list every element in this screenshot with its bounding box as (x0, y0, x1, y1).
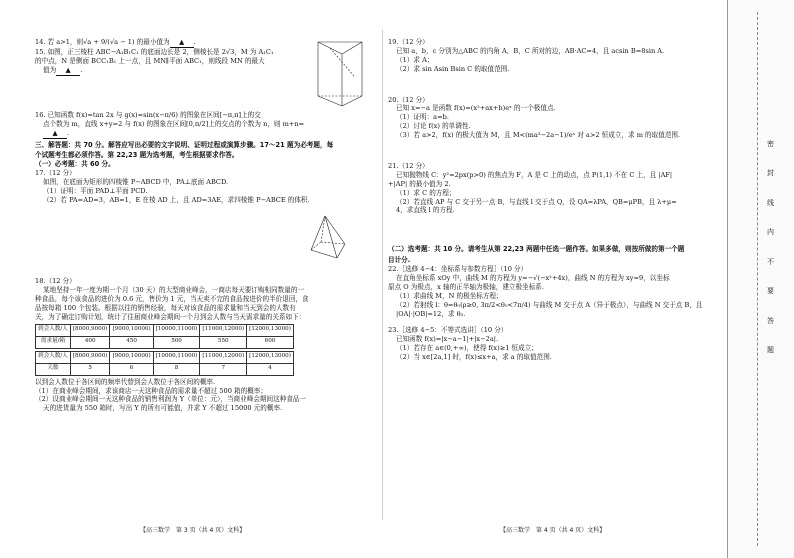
q18-line2: 种食品，每个该食品的进价为 0.6 元，售价为 1 元，当天卖不完的食品按进价的半价退回，食 (35, 295, 309, 304)
q15-line2: 的中点，N 是侧面 BCC₁B₁ 上一点，且 MN∥平面 ABC₁，则线段 MN 的最大 (35, 56, 265, 65)
q19-part1: （1）求 A； (396, 55, 434, 64)
q15-line3: 值为 ▲ . (43, 65, 83, 74)
q18-part2: （2）设商业峰会期间一天这种食品的销售利润为 Y（单位：元），当商业峰会期间这种食品一 (35, 395, 307, 404)
days-table: 到会人数/人 [8000,9000) [9000,10000) [10000,11000) [11000,12000) [12000,13000) 天数 5 6 8 7 4 (35, 351, 294, 376)
demand-table: 到会人数/人 [8000,9000) [9000,10000) [10000,11000) [11000,12000) [12000,13000) 需求量/箱 400 450 500 550 600 (35, 324, 294, 349)
q21-line2: +|AP| 的最小值为 2. (388, 179, 451, 188)
q20-part2: （2）讨论 f(x) 的单调性. (396, 122, 471, 131)
q21-part2-cont: 4，求直线 l 的方程. (396, 206, 455, 215)
q23-title: 23.［选修 4−5：不等式选讲］（10 分） (388, 326, 508, 335)
q21-title: 21.（12 分） (388, 162, 429, 171)
q17-title: 17.（12 分） (35, 169, 76, 178)
q16-answer: ▲ . (35, 129, 377, 139)
q20-title: 20.（12 分） (388, 95, 429, 104)
optional-heading: （二）选考题：共 10 分。请考生从第 22,23 两题中任选一题作答。如果多做，则按所做的第一个题 (388, 245, 685, 254)
q19-line1: 已知 a，b，c 分别为△ABC 的内角 A，B，C 所对的边，AB·AC=4，且 acsin B=8sin A. (396, 46, 665, 55)
prism-figure (312, 34, 370, 108)
page-3 (35, 38, 377, 413)
q17-block (35, 169, 377, 277)
q23-part2: （2）当 x∈[2a,1] 时，f(x)≤x+a，求 a 的取值范围. (396, 353, 552, 362)
q22-part2: （2）若射线 l：θ=θ₀(ρ≥0, 3π/2<θ₀<7π/4) 与曲线 M 交于点 A（异于极点），与曲线 N 交于点 B，且 (396, 300, 703, 309)
q18-part2-cont: 天的进货量为 550 箱时，写出 Y 的所有可能值，并求 Y 不超过 15000 元的概率. (43, 404, 283, 413)
page-divider (382, 30, 383, 520)
q21-part2: （2）若直线 AP 与 C 交于另一点 B，与直线 l 交于点 Q，设 QA=λPA，QB=μPB，且 λ+μ= (396, 197, 677, 206)
q22-line1: 在直角坐标系 xOy 中，曲线 M 的方程为 y=−√(−x²+4x)，曲线 N 的方程为 xy=9，以坐标 (396, 274, 670, 283)
optional-heading-cont: 目计分. (388, 256, 411, 265)
q18-part1: （1）在商业峰会期间，求该商店一天这种食品的需求量不超过 500 箱的概率； (35, 386, 267, 395)
q16-line2: 点个数为 m，直线 x+y=2 与 f(x) 的图象在区间[0,π/2]上的交点的个数为 n，则 m+n= (43, 119, 305, 128)
page-4 (388, 38, 725, 362)
binding-margin (727, 0, 794, 558)
q17-line2: （1）证明：平面 PAD⊥平面 PCD. (43, 187, 148, 196)
spacer (388, 140, 725, 162)
seal-line (757, 12, 758, 546)
spacer (388, 74, 725, 96)
section3-heading-cont: 个试题考生都必须作答。第 22,23 题为选考题，考生根据要求作答。 (35, 151, 239, 160)
q23-part1: （1）若存在 a∈(0,+∞)，使得 f(x)≥1 恒成立； (396, 344, 538, 353)
pyramid-figure (307, 214, 347, 262)
q14: 14. 若 a>1，则√a + 9/(√a − 1) 的最小值为 ▲ . (35, 38, 196, 46)
section3-heading: 三、解答题：共 70 分。解答应写出必要的文字说明、证明过程或演算步骤。17～21 题为必考题，每 (35, 140, 334, 149)
q21-part1: （1）求 C 的方程； (396, 188, 456, 197)
q17-line1: 如图，在底面为矩形的四棱锥 P−ABCD 中，PA⊥底面 ABCD. (43, 178, 229, 187)
footer-page4: 【高三数学 第 4 页（共 4 页）文科】 (500, 527, 606, 534)
q23-line1: 已知函数 f(x)=|x−a−1|+|x−2a|. (396, 335, 499, 344)
q18-line3: 品按每箱 100 个包装。根据以往的销售经验，每天对该食品的需求量和当天到会的人数有 (35, 303, 296, 312)
q19-title: 19.（12 分） (388, 38, 429, 46)
seal-notice: 密 封 线 内 不 要 答 题 (767, 140, 774, 355)
footer-page3: 【高三数学 第 3 页（共 4 页）文科】 (140, 527, 246, 534)
q18-title: 18.（12 分） (35, 277, 76, 286)
q22-title: 22.［选修 4−4：坐标系与参数方程］（10 分） (388, 265, 528, 274)
q17-line3: （2）若 PA=AD=3，AB=1，E 在棱 AD 上，且 AD=3AE，求四棱锥 P−ABCE 的体积. (43, 195, 310, 204)
q20-part1: （1）证明：a=b. (396, 113, 449, 122)
spacer (388, 215, 725, 243)
required-part: （一）必考题：共 60 分。 (35, 160, 115, 169)
q22-line2: 原点 O 为极点，x 轴的正半轴为极轴，建立极坐标系. (388, 282, 544, 291)
q20-line1: 已知 x=−a 是函数 f(x)=(x²+ax+b)eˣ 的一个极值点. (396, 104, 556, 113)
q16-line1: 16. 已知函数 f(x)=tan 2x 与 g(x)=sin(x−π/6) 的图象在区间[−π,π]上的交 (35, 110, 261, 119)
q22-part1: （1）求曲线 M，N 的极坐标方程； (396, 291, 503, 300)
q18-line1: 某地坚持一年一度为期一个月（30 天）的大型商业峰会，一商店每天要订购相同数量的一 (43, 286, 305, 295)
q21-line1: 已知抛物线 C：y²=2px(p>0) 的焦点为 F，A 是 C 上的动点，点 P(1,1) 不在 C 上，且 |AF| (396, 170, 673, 179)
q15-block (35, 48, 377, 111)
q19-part2: （2）求 sin Asin Bsin C 的取值范围. (396, 64, 510, 73)
q22-part2-cont: |OA|·|OB|=12，求 θ₀. (396, 309, 466, 318)
q15-line1: 15. 如图，正三棱柱 ABC−A₁B₁C₁ 的底面边长是 2，侧棱长是 2√3，M 为 A₁C₁ (35, 47, 274, 56)
q18-line4: 关，为了确定订购计划，统计了往届商业峰会期间一个月到会人数与当天需求量的关系如下： (35, 312, 306, 321)
q18-line5: 以到会人数位于各区间的频率代替到会人数位于各区间的概率. (35, 377, 216, 386)
q20-part3: （3）若 a>2，f(x) 的极大值为 M，且 M<(ma³−2a−1)/eᵃ 对 a>2 恒成立，求 m 的取值范围. (396, 131, 681, 140)
